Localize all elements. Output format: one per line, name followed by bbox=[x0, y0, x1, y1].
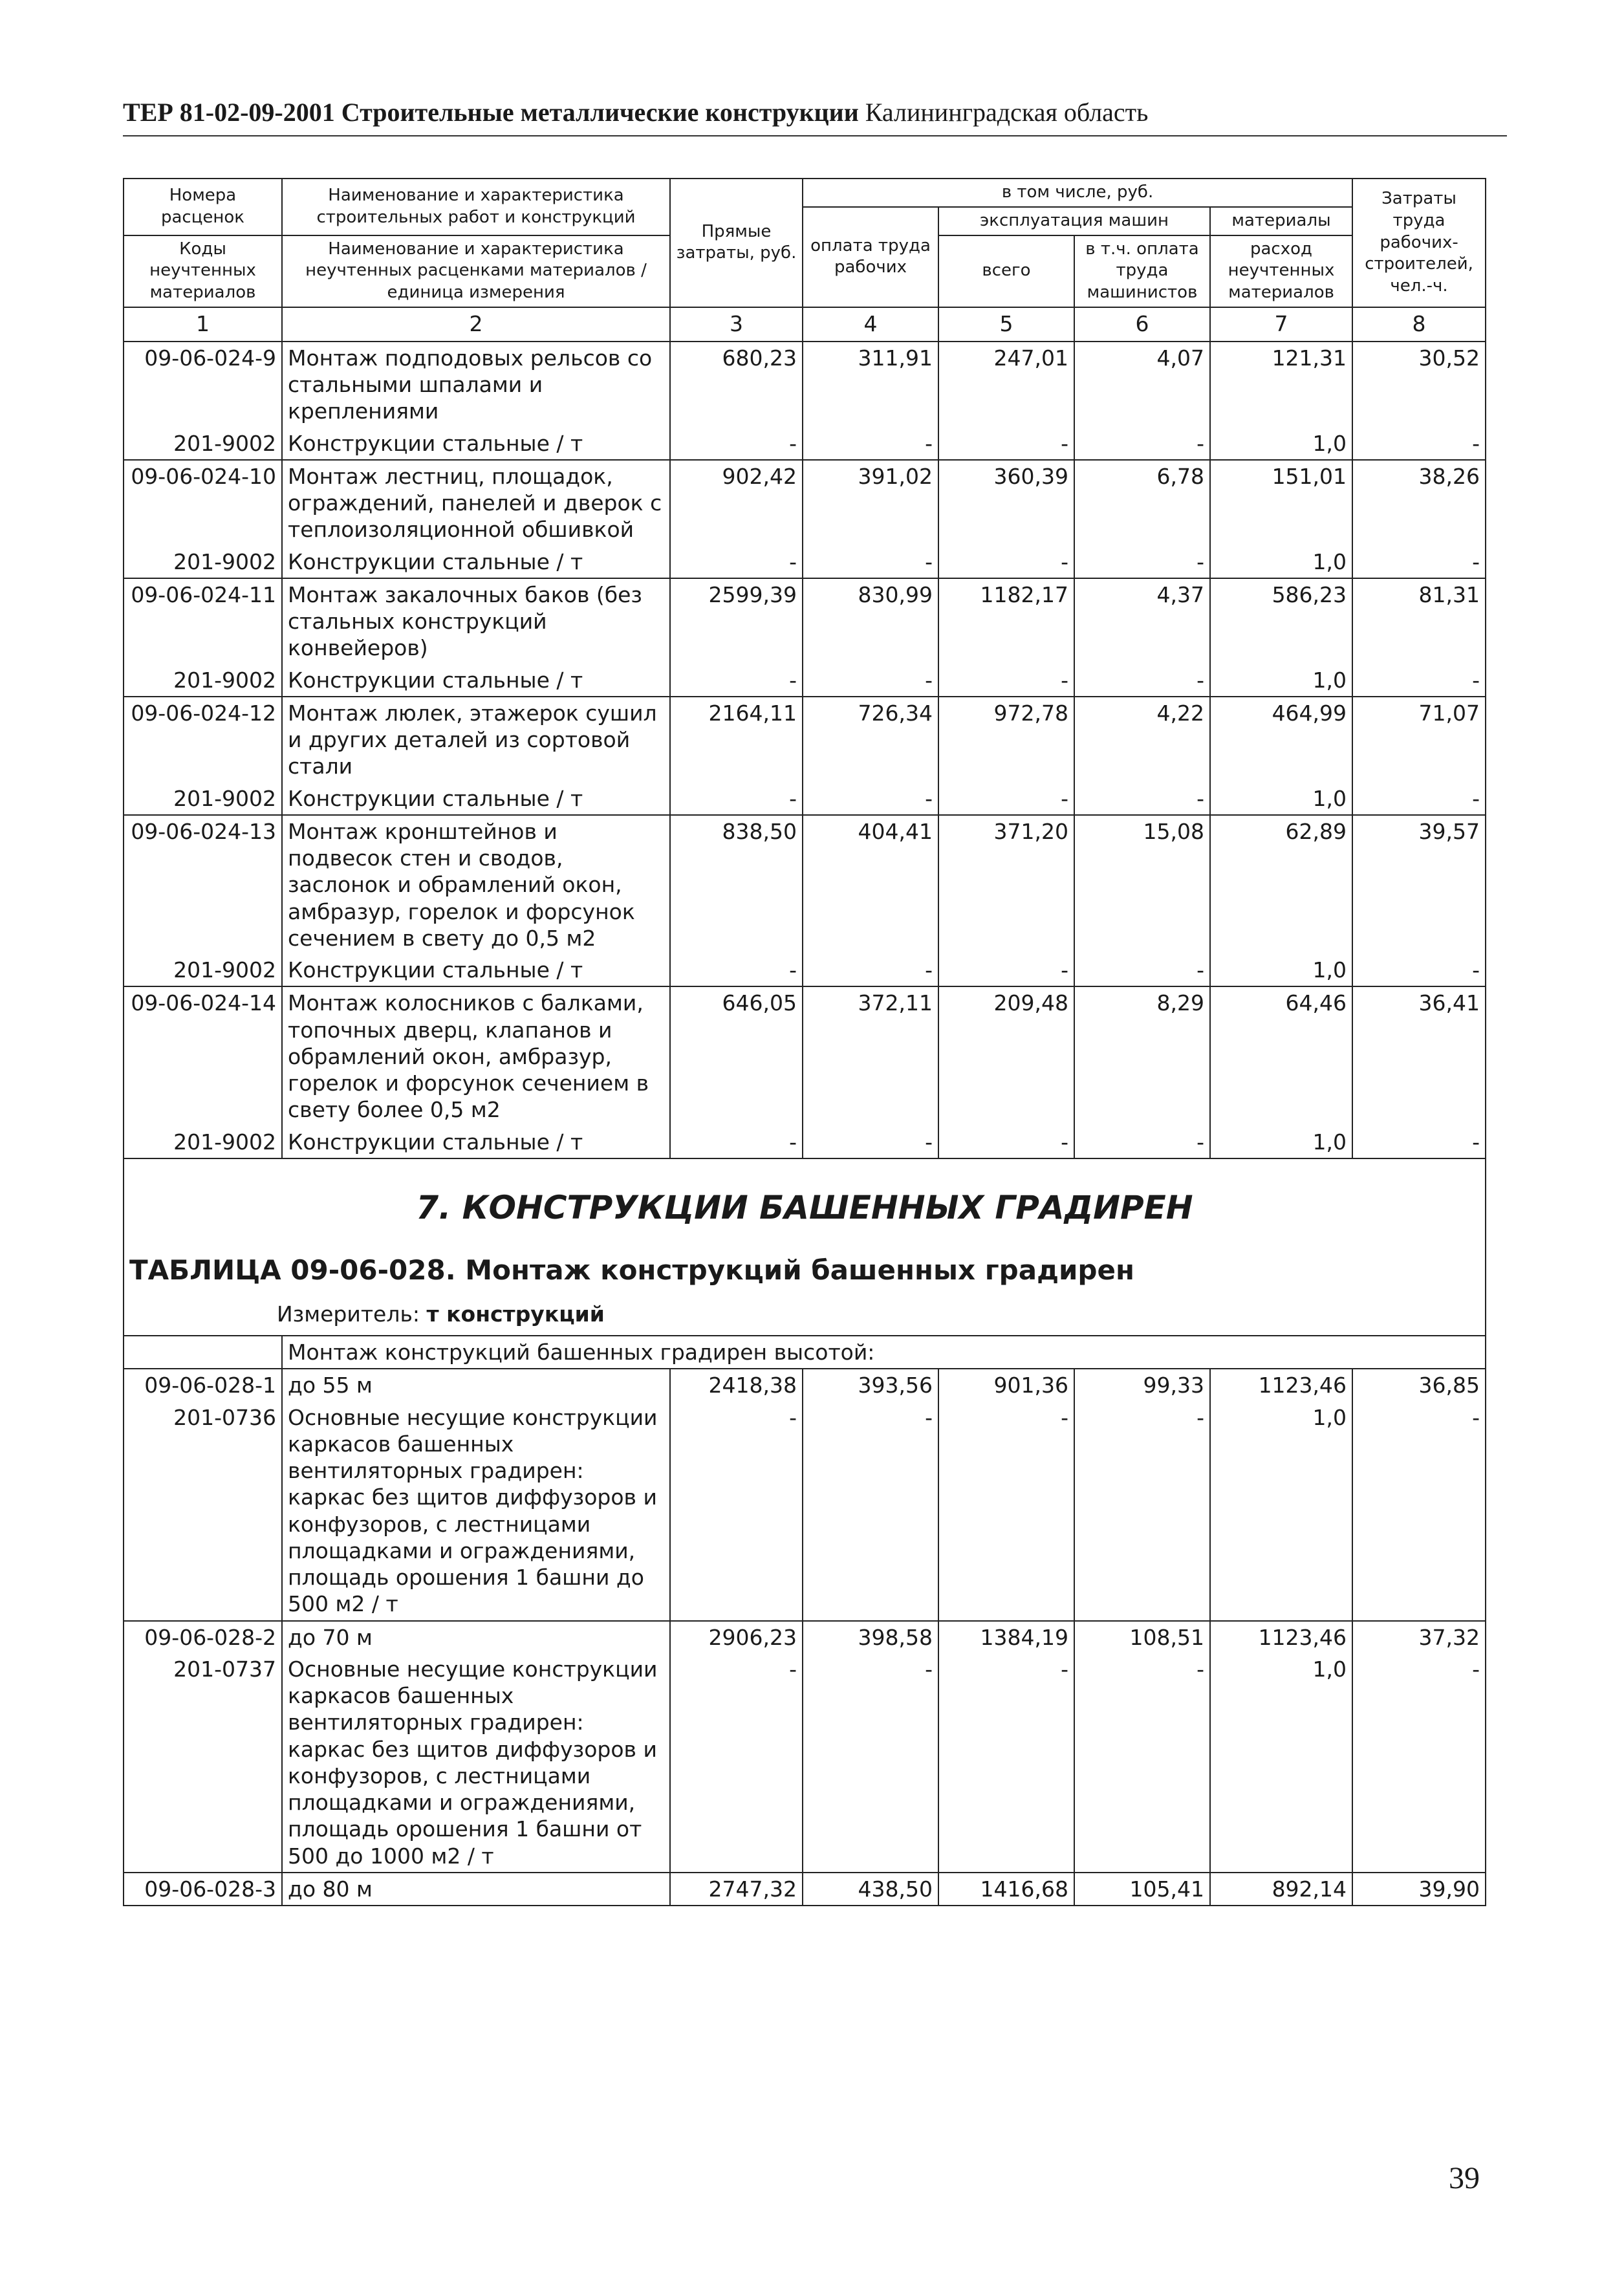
material-code: 201-9002 bbox=[124, 954, 282, 986]
group-label: Монтаж конструкций башенных градирен высотой: bbox=[282, 1336, 1486, 1369]
material-value: 1,0 bbox=[1210, 783, 1352, 815]
rate-value: 71,07 bbox=[1352, 697, 1486, 783]
material-value: - bbox=[938, 1653, 1074, 1873]
material-value: - bbox=[1074, 783, 1210, 815]
material-row bbox=[124, 1653, 1486, 1873]
column-numbers-row bbox=[124, 307, 1486, 342]
rate-value: 108,51 bbox=[1074, 1621, 1210, 1653]
rate-row bbox=[124, 1621, 1486, 1653]
material-value: - bbox=[803, 783, 938, 815]
material-value: - bbox=[670, 546, 803, 578]
material-value: - bbox=[670, 1653, 803, 1873]
rate-value: 586,23 bbox=[1210, 578, 1352, 664]
rate-value: 2418,38 bbox=[670, 1369, 803, 1401]
rate-value: 39,90 bbox=[1352, 1873, 1486, 1906]
rate-value: 1416,68 bbox=[938, 1873, 1074, 1906]
page-header bbox=[123, 97, 1507, 136]
material-code: 201-9002 bbox=[124, 783, 282, 815]
rate-value: 4,37 bbox=[1074, 578, 1210, 664]
material-value: 1,0 bbox=[1210, 1653, 1352, 1873]
material-value: - bbox=[1352, 1126, 1486, 1158]
material-code: 201-9002 bbox=[124, 664, 282, 697]
material-value: 1,0 bbox=[1210, 954, 1352, 986]
rate-value: 1123,46 bbox=[1210, 1621, 1352, 1653]
rate-value: 64,46 bbox=[1210, 986, 1352, 1125]
material-value: - bbox=[1074, 1126, 1210, 1158]
rate-code: 09-06-024-11 bbox=[124, 578, 282, 664]
rate-name: до 55 м bbox=[282, 1369, 670, 1401]
material-row bbox=[124, 428, 1486, 460]
rate-value: 901,36 bbox=[938, 1369, 1074, 1401]
rate-code: 09-06-024-14 bbox=[124, 986, 282, 1125]
rate-value: 646,05 bbox=[670, 986, 803, 1125]
rate-value: 8,29 bbox=[1074, 986, 1210, 1125]
header-including: в том числе, руб. bbox=[803, 179, 1352, 207]
material-code: 201-9002 bbox=[124, 1126, 282, 1158]
header-rate-numbers: Номера расценок bbox=[124, 179, 282, 235]
rate-row bbox=[124, 460, 1486, 546]
material-row bbox=[124, 1402, 1486, 1621]
rate-value: 838,50 bbox=[670, 815, 803, 954]
rate-code: 09-06-028-3 bbox=[124, 1873, 282, 1906]
rate-code: 09-06-024-10 bbox=[124, 460, 282, 546]
rate-value: 438,50 bbox=[803, 1873, 938, 1906]
measure-value: т конструкций bbox=[426, 1301, 605, 1327]
material-value: - bbox=[803, 428, 938, 460]
material-name: Конструкции стальные / т bbox=[282, 1126, 670, 1158]
material-value: - bbox=[938, 546, 1074, 578]
column-number: 3 bbox=[670, 307, 803, 342]
rate-value: 81,31 bbox=[1352, 578, 1486, 664]
rate-value: 38,26 bbox=[1352, 460, 1486, 546]
material-value: - bbox=[803, 1653, 938, 1873]
header-materials: материалы bbox=[1210, 207, 1352, 235]
rate-value: 902,42 bbox=[670, 460, 803, 546]
rate-value: 247,01 bbox=[938, 342, 1074, 428]
material-value: - bbox=[938, 428, 1074, 460]
material-value: - bbox=[1352, 664, 1486, 697]
rate-value: 39,57 bbox=[1352, 815, 1486, 954]
rate-value: 2599,39 bbox=[670, 578, 803, 664]
header-direct-costs: Прямые затраты, руб. bbox=[670, 179, 803, 307]
material-value: 1,0 bbox=[1210, 664, 1352, 697]
rate-row bbox=[124, 815, 1486, 954]
rate-code: 09-06-024-13 bbox=[124, 815, 282, 954]
measure-line bbox=[129, 1288, 1480, 1332]
rate-value: 2906,23 bbox=[670, 1621, 803, 1653]
rate-value: 121,31 bbox=[1210, 342, 1352, 428]
rate-value: 372,11 bbox=[803, 986, 938, 1125]
header-material-name: Наименование и характеристика неучтенных расценками материалов / единица измерения bbox=[282, 235, 670, 307]
material-value: - bbox=[803, 1126, 938, 1158]
column-number: 2 bbox=[282, 307, 670, 342]
material-value: - bbox=[1352, 1402, 1486, 1621]
section-block bbox=[124, 1158, 1486, 1369]
rate-value: 1123,46 bbox=[1210, 1369, 1352, 1401]
material-row bbox=[124, 1126, 1486, 1158]
material-value: - bbox=[670, 1402, 803, 1621]
material-name: Конструкции стальные / т bbox=[282, 664, 670, 697]
rate-value: 209,48 bbox=[938, 986, 1074, 1125]
rate-value: 37,32 bbox=[1352, 1621, 1486, 1653]
material-row bbox=[124, 546, 1486, 578]
rate-value: 1182,17 bbox=[938, 578, 1074, 664]
material-value: - bbox=[1074, 664, 1210, 697]
material-value: - bbox=[803, 1402, 938, 1621]
rate-row bbox=[124, 1369, 1486, 1401]
rate-row bbox=[124, 578, 1486, 664]
column-number: 7 bbox=[1210, 307, 1352, 342]
material-value: - bbox=[1074, 428, 1210, 460]
rate-value: 151,01 bbox=[1210, 460, 1352, 546]
header-machines: эксплуатация машин bbox=[938, 207, 1210, 235]
section-title: 7. КОНСТРУКЦИИ БАШЕННЫХ ГРАДИРЕН bbox=[416, 1188, 1193, 1226]
rate-value: 311,91 bbox=[803, 342, 938, 428]
material-value: - bbox=[670, 1126, 803, 1158]
material-value: - bbox=[803, 546, 938, 578]
material-name: Основные несущие конструкции каркасов башенных вентиляторных градирен: каркас без щитов диффузоров и конфузоров, с лестницами площадками и ограждениями, площадь орошения 1 башни от 500 до 1000 м2 / т bbox=[282, 1653, 670, 1873]
rate-value: 62,89 bbox=[1210, 815, 1352, 954]
header-worker-pay: оплата труда рабочих bbox=[803, 207, 938, 307]
material-value: 1,0 bbox=[1210, 1402, 1352, 1621]
rate-name: до 70 м bbox=[282, 1621, 670, 1653]
column-number: 5 bbox=[938, 307, 1074, 342]
column-number: 4 bbox=[803, 307, 938, 342]
rate-value: 360,39 bbox=[938, 460, 1074, 546]
rate-name: до 80 м bbox=[282, 1873, 670, 1906]
material-row bbox=[124, 664, 1486, 697]
rate-value: 972,78 bbox=[938, 697, 1074, 783]
rate-value: 15,08 bbox=[1074, 815, 1210, 954]
material-value: - bbox=[938, 664, 1074, 697]
rate-value: 398,58 bbox=[803, 1621, 938, 1653]
document-code-title: ТЕР 81-02-09-2001 Строительные металлические конструкции bbox=[123, 98, 859, 127]
material-value: - bbox=[1074, 546, 1210, 578]
rate-name: Монтаж колосников с балками, топочных дверц, клапанов и обрамлений окон, амбразур, горелок и форсунок сечением в свету более 0,5 м2 bbox=[282, 986, 670, 1125]
material-value: - bbox=[803, 954, 938, 986]
rate-value: 105,41 bbox=[1074, 1873, 1210, 1906]
rate-name: Монтаж подподовых рельсов со стальными шпалами и креплениями bbox=[282, 342, 670, 428]
rate-row bbox=[124, 1873, 1486, 1906]
header-material-consumption: расход неучтенных материалов bbox=[1210, 235, 1352, 307]
header-material-codes: Коды неучтенных материалов bbox=[124, 235, 282, 307]
rate-value: 4,07 bbox=[1074, 342, 1210, 428]
rate-value: 30,52 bbox=[1352, 342, 1486, 428]
material-row bbox=[124, 783, 1486, 815]
material-value: - bbox=[670, 664, 803, 697]
rate-value: 892,14 bbox=[1210, 1873, 1352, 1906]
material-value: 1,0 bbox=[1210, 1126, 1352, 1158]
rate-row bbox=[124, 986, 1486, 1125]
rate-value: 36,85 bbox=[1352, 1369, 1486, 1401]
rate-value: 2747,32 bbox=[670, 1873, 803, 1906]
rate-value: 404,41 bbox=[803, 815, 938, 954]
material-name: Конструкции стальные / т bbox=[282, 783, 670, 815]
rate-value: 371,20 bbox=[938, 815, 1074, 954]
group-code-cell bbox=[124, 1336, 282, 1369]
rate-value: 6,78 bbox=[1074, 460, 1210, 546]
material-name: Конструкции стальные / т bbox=[282, 428, 670, 460]
material-code: 201-9002 bbox=[124, 546, 282, 578]
rate-code: 09-06-024-9 bbox=[124, 342, 282, 428]
rate-value: 830,99 bbox=[803, 578, 938, 664]
material-value: - bbox=[670, 783, 803, 815]
column-number: 8 bbox=[1352, 307, 1486, 342]
material-value: - bbox=[1352, 546, 1486, 578]
material-code: 201-0737 bbox=[124, 1653, 282, 1873]
rate-row bbox=[124, 342, 1486, 428]
material-value: - bbox=[938, 1126, 1074, 1158]
rate-name: Монтаж люлек, этажерок сушил и других деталей из сортовой стали bbox=[282, 697, 670, 783]
rate-value: 393,56 bbox=[803, 1369, 938, 1401]
rate-name: Монтаж закалочных баков (без стальных конструкций конвейеров) bbox=[282, 578, 670, 664]
region-name: Калининградская область bbox=[865, 98, 1149, 127]
rate-code: 09-06-028-2 bbox=[124, 1621, 282, 1653]
table-body-028 bbox=[124, 1369, 1486, 1906]
header-machines-total: всего bbox=[938, 235, 1074, 307]
table-title: ТАБЛИЦА 09-06-028. Монтаж конструкций башенных градирен bbox=[129, 1254, 1134, 1287]
rate-value: 36,41 bbox=[1352, 986, 1486, 1125]
material-row bbox=[124, 954, 1486, 986]
rate-value: 726,34 bbox=[803, 697, 938, 783]
measure-label: Измеритель: bbox=[277, 1301, 420, 1327]
material-value: - bbox=[670, 428, 803, 460]
column-number: 6 bbox=[1074, 307, 1210, 342]
material-value: 1,0 bbox=[1210, 546, 1352, 578]
material-value: - bbox=[1352, 1653, 1486, 1873]
rate-value: 2164,11 bbox=[670, 697, 803, 783]
material-name: Конструкции стальные / т bbox=[282, 954, 670, 986]
material-value: - bbox=[803, 664, 938, 697]
table-body-024 bbox=[124, 342, 1486, 1158]
rate-value: 391,02 bbox=[803, 460, 938, 546]
rates-table bbox=[123, 178, 1486, 1906]
rate-value: 680,23 bbox=[670, 342, 803, 428]
rate-code: 09-06-028-1 bbox=[124, 1369, 282, 1401]
rate-value: 4,22 bbox=[1074, 697, 1210, 783]
material-code: 201-9002 bbox=[124, 428, 282, 460]
rate-code: 09-06-024-12 bbox=[124, 697, 282, 783]
page-number: 39 bbox=[1449, 2161, 1480, 2195]
material-value: - bbox=[938, 954, 1074, 986]
material-value: - bbox=[1352, 428, 1486, 460]
header-labor-costs: Затраты труда рабочих-строителей, чел.-ч. bbox=[1352, 179, 1486, 307]
header-work-name: Наименование и характеристика строительных работ и конструкций bbox=[282, 179, 670, 235]
rate-value: 1384,19 bbox=[938, 1621, 1074, 1653]
material-name: Конструкции стальные / т bbox=[282, 546, 670, 578]
material-value: - bbox=[938, 783, 1074, 815]
rate-name: Монтаж лестниц, площадок, ограждений, панелей и дверок с теплоизоляционной обшивкой bbox=[282, 460, 670, 546]
material-value: - bbox=[1074, 954, 1210, 986]
material-value: - bbox=[1074, 1402, 1210, 1621]
rate-row bbox=[124, 697, 1486, 783]
rate-value: 99,33 bbox=[1074, 1369, 1210, 1401]
material-value: - bbox=[1352, 783, 1486, 815]
material-code: 201-0736 bbox=[124, 1402, 282, 1621]
material-value: - bbox=[670, 954, 803, 986]
table-header bbox=[124, 179, 1486, 342]
rate-value: 464,99 bbox=[1210, 697, 1352, 783]
material-value: - bbox=[1352, 954, 1486, 986]
column-number: 1 bbox=[124, 307, 282, 342]
rate-name: Монтаж кронштейнов и подвесок стен и сводов, заслонок и обрамлений окон, амбразур, горелок и форсунок сечением в свету до 0,5 м2 bbox=[282, 815, 670, 954]
material-value: 1,0 bbox=[1210, 428, 1352, 460]
material-name: Основные несущие конструкции каркасов башенных вентиляторных градирен: каркас без щитов диффузоров и конфузоров, с лестницами площадками и ограждениями, площадь орошения 1 башни до 500 м2 / т bbox=[282, 1402, 670, 1621]
material-value: - bbox=[938, 1402, 1074, 1621]
header-operator-pay: в т.ч. оплата труда машинистов bbox=[1074, 235, 1210, 307]
material-value: - bbox=[1074, 1653, 1210, 1873]
